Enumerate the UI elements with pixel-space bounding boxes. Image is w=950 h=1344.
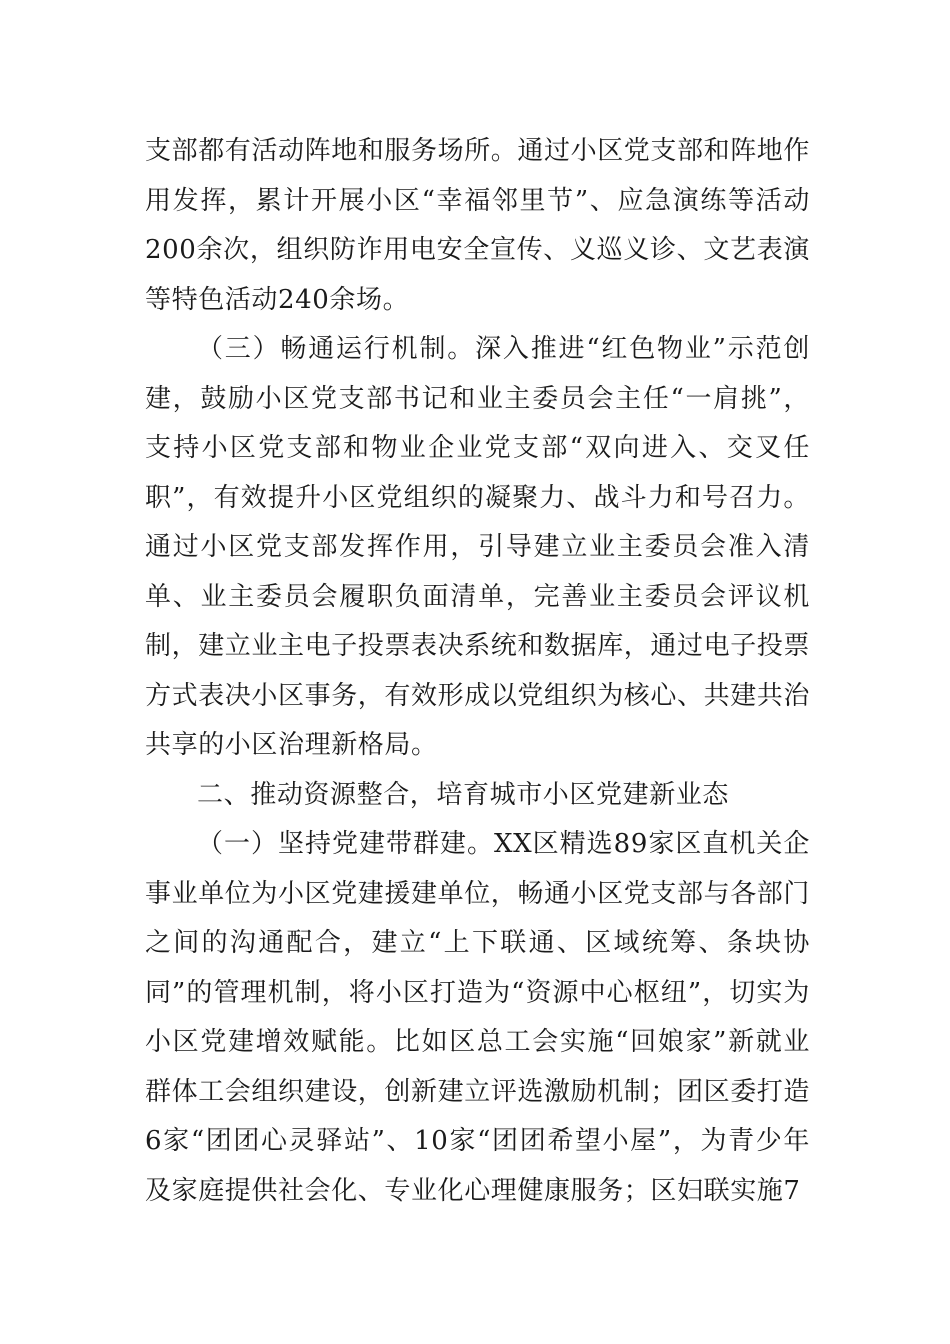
document-body: [145, 127, 810, 1216]
paragraph-section-1-party-building: （一）坚持党建带群建。XX区精选89家区直机关企事业单位为小区党建援建单位，畅通小区党支部与各部门之间的沟通配合，建立“上下联通、区域统筹、条块协同”的管理机制，将小区打造为“资源中心枢纽”，切实为小区党建增效赋能。比如区总工会实施“回娘家”新就业群体工会组织建设，创新建立评选激励机制；团区委打造6家“团团心灵驿站”、10家“团团希望小屋”，为青少年及家庭提供社会化、专业化心理健康服务；区妇联实施7: [145, 829, 811, 1206]
paragraph-continuation: 支部都有活动阵地和服务场所。通过小区党支部和阵地作用发挥，累计开展小区“幸福邻里节”、应急演练等活动200余次，组织防诈用电安全宣传、义巡义诊、文艺表演等特色活动240余场。: [145, 136, 811, 315]
paragraph-section-3-operating-mechanism: （三）畅通运行机制。深入推进“红色物业”示范创建，鼓励小区党支部书记和业主委员会主任“一肩挑”，支持小区党支部和物业企业党支部“双向进入、交叉任职”，有效提升小区党组织的凝聚力、战斗力和号召力。通过小区党支部发挥作用，引导建立业主委员会准入清单、业主委员会履职负面清单，完善业主委员会评议机制，建立业主电子投票表决系统和数据库，通过电子投票方式表决小区事务，有效形成以党组织为核心、共建共治共享的小区治理新格局。: [145, 334, 811, 760]
section-heading-2: 二、推动资源整合，培育城市小区党建新业态: [197, 779, 730, 810]
